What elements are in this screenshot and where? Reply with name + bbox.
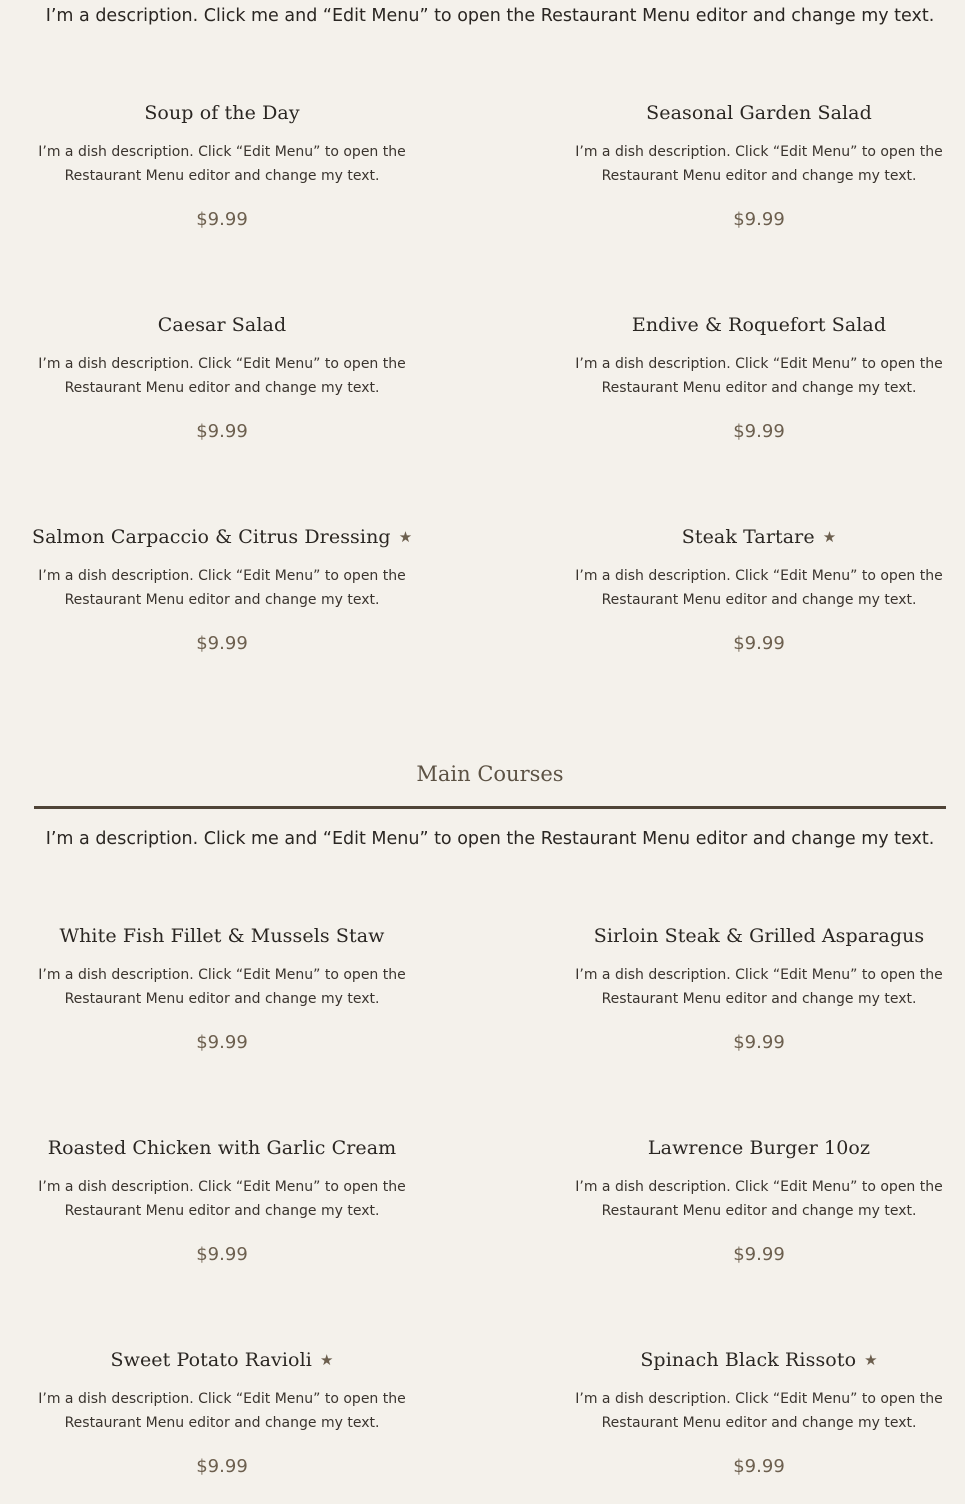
dish-description: I’m a dish description. Click “Edit Menu” to open the Restaurant Menu editor and change my text. xyxy=(575,144,943,184)
dish-item[interactable] xyxy=(569,1135,949,1265)
dish-item[interactable] xyxy=(32,923,412,1053)
dish-item[interactable] xyxy=(32,1135,412,1265)
dish-name: Roasted Chicken with Garlic Cream xyxy=(47,1137,397,1159)
dish-name: Salmon Carpaccio & Citrus Dressing ★ xyxy=(32,526,413,548)
dish-item[interactable] xyxy=(569,100,949,230)
dish-item[interactable] xyxy=(569,312,949,442)
dish-item[interactable] xyxy=(569,923,949,1053)
dish-price: $9.99 xyxy=(733,1244,785,1265)
section-divider xyxy=(34,806,946,809)
dish-description: I’m a dish description. Click “Edit Menu” to open the Restaurant Menu editor and change my text. xyxy=(575,1391,943,1431)
dish-price: $9.99 xyxy=(196,421,248,442)
star-icon: ★ xyxy=(319,1351,334,1369)
dish-item[interactable] xyxy=(32,524,412,654)
dish-price: $9.99 xyxy=(196,633,248,654)
dish-price: $9.99 xyxy=(733,633,785,654)
dish-description: I’m a dish description. Click “Edit Menu” to open the Restaurant Menu editor and change my text. xyxy=(38,356,406,396)
dish-name: White Fish Fillet & Mussels Staw xyxy=(59,925,385,947)
dish-name: Endive & Roquefort Salad xyxy=(631,314,887,336)
dish-item[interactable] xyxy=(569,1347,949,1477)
star-icon: ★ xyxy=(398,528,413,546)
star-icon: ★ xyxy=(822,528,837,546)
dish-price: $9.99 xyxy=(733,209,785,230)
dish-description: I’m a dish description. Click “Edit Menu” to open the Restaurant Menu editor and change my text. xyxy=(38,967,406,1007)
dish-item[interactable] xyxy=(32,312,412,442)
dish-price: $9.99 xyxy=(733,1456,785,1477)
dish-name: Caesar Salad xyxy=(157,314,287,336)
dish-item[interactable] xyxy=(569,524,949,654)
dish-description: I’m a dish description. Click “Edit Menu” to open the Restaurant Menu editor and change my text. xyxy=(38,1179,406,1219)
dish-name: Sweet Potato Ravioli ★ xyxy=(110,1349,334,1371)
dish-name: Steak Tartare ★ xyxy=(681,526,837,548)
star-icon: ★ xyxy=(864,1351,878,1369)
dish-description: I’m a dish description. Click “Edit Menu” to open the Restaurant Menu editor and change my text. xyxy=(575,356,943,396)
dish-price: $9.99 xyxy=(733,1032,785,1053)
dish-name: Sirloin Steak & Grilled Asparagus xyxy=(593,925,925,947)
dish-price: $9.99 xyxy=(196,1456,248,1477)
dish-name: Seasonal Garden Salad xyxy=(646,102,872,124)
dish-item[interactable] xyxy=(32,1347,412,1477)
dish-description: I’m a dish description. Click “Edit Menu” to open the Restaurant Menu editor and change my text. xyxy=(575,967,943,1007)
dish-price: $9.99 xyxy=(196,1032,248,1053)
dish-description: I’m a dish description. Click “Edit Menu” to open the Restaurant Menu editor and change my text. xyxy=(38,144,406,184)
dish-description: I’m a dish description. Click “Edit Menu” to open the Restaurant Menu editor and change my text. xyxy=(575,1179,943,1219)
main-courses-section-description[interactable]: I’m a description. Click me and “Edit Menu” to open the Restaurant Menu editor and change my text. xyxy=(45,829,935,849)
dish-description: I’m a dish description. Click “Edit Menu” to open the Restaurant Menu editor and change my text. xyxy=(575,568,943,608)
starters-section-description[interactable]: I’m a description. Click me and “Edit Menu” to open the Restaurant Menu editor and change my text. xyxy=(45,6,935,26)
dish-name: Spinach Black Rissoto ★ xyxy=(640,1349,878,1371)
dish-price: $9.99 xyxy=(196,1244,248,1265)
dish-price: $9.99 xyxy=(196,209,248,230)
dish-name: Soup of the Day xyxy=(144,102,300,124)
section-title[interactable]: Main Courses xyxy=(416,762,564,786)
dish-item[interactable] xyxy=(32,100,412,230)
dish-price: $9.99 xyxy=(733,421,785,442)
dish-description: I’m a dish description. Click “Edit Menu” to open the Restaurant Menu editor and change my text. xyxy=(38,568,406,608)
dish-description: I’m a dish description. Click “Edit Menu” to open the Restaurant Menu editor and change my text. xyxy=(38,1391,406,1431)
dish-name: Lawrence Burger 10oz xyxy=(647,1137,871,1159)
